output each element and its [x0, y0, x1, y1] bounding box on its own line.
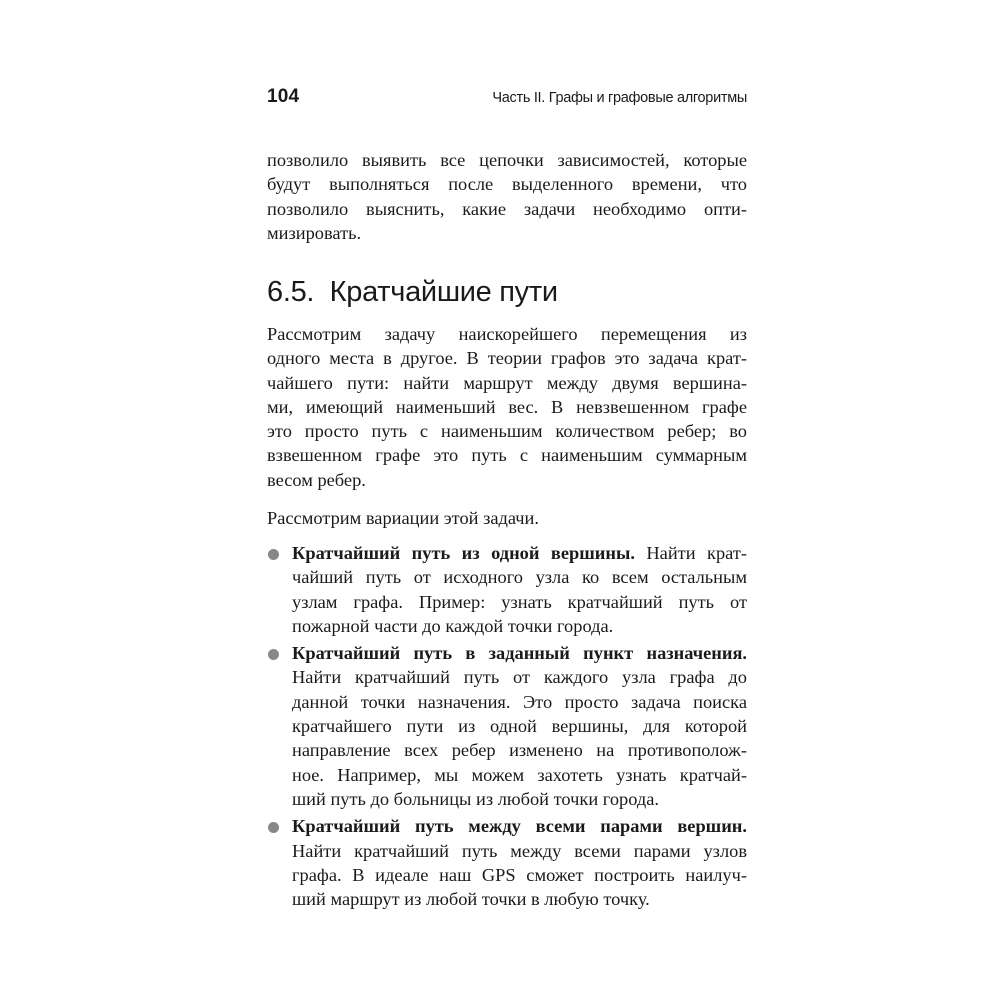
page-number: 104 — [267, 86, 300, 107]
page-header — [267, 86, 747, 114]
bullet-text: Найти крат- — [634, 543, 747, 563]
running-head: Часть II. Графы и графовые алгоритмы — [492, 90, 747, 106]
text-line: ное. Например, мы можем захотеть узнать кратчай- — [292, 764, 747, 785]
bullet-icon — [268, 549, 279, 560]
text-line: узлам графа. Пример: узнать кратчайший путь от — [292, 591, 747, 612]
text-line: чайшего пути: найти маршрут между двумя вершина- — [267, 372, 747, 393]
text-line: взвешенном графе это путь с наименьшим суммарным — [267, 445, 747, 466]
text-line: кратчайшего пути из одной вершины, для которой — [292, 716, 747, 737]
text-line: одного места в другое. В теории графов это задача крат- — [267, 348, 747, 369]
list-item — [267, 814, 747, 911]
text-line: позволило выяснить, какие задачи необходимо опти- — [267, 198, 747, 219]
variations-line — [267, 506, 747, 530]
intro-paragraph — [267, 322, 747, 492]
text-line: Рассмотрим задачу наискорейшего перемещения из — [267, 324, 747, 344]
text-line: пожарной части до каждой точки города. — [292, 615, 614, 636]
text-line: ший маршрут из любой точки в любую точку. — [292, 889, 650, 910]
text-line: будут выполняться после выделенного времени, что — [267, 174, 747, 195]
bullet-icon — [268, 649, 279, 660]
text-line: данной точки назначения. Это просто задача поиска — [292, 691, 747, 712]
bullet-icon — [268, 822, 279, 833]
text-line: Рассмотрим вариации этой задачи. — [267, 508, 539, 528]
text-line: Найти кратчайший путь от каждого узла графа до — [292, 667, 747, 688]
text-line: направление всех ребер изменено на противополож- — [292, 740, 747, 761]
text-line: это просто путь с наименьшим количеством ребер; во — [267, 421, 747, 442]
top-paragraph — [267, 148, 747, 245]
text-line: графа. В идеале наш GPS сможет построить наилуч- — [292, 864, 747, 885]
text-line: Найти кратчайший путь между всеми парами узлов — [292, 840, 747, 861]
text-line: ми, имеющий наименьший вес. В невзвешенном графе — [267, 396, 747, 417]
text-line — [292, 814, 747, 838]
list-item — [267, 541, 747, 638]
text-line: мизировать. — [267, 222, 362, 243]
text-line — [292, 641, 747, 665]
text-line: весом ребер. — [267, 469, 366, 490]
bullet-title: Кратчайший путь из одной вершины. — [292, 543, 635, 563]
text-line: чайший путь от исходного узла ко всем остальным — [292, 567, 747, 588]
text-line — [292, 541, 747, 565]
list-item — [267, 641, 747, 811]
bullet-list — [267, 541, 747, 914]
text-line: позволило выявить все цепочки зависимостей, которые — [267, 150, 747, 170]
section-title: 6.5. Кратчайшие пути — [267, 276, 558, 308]
bullet-title: Кратчайший путь между всеми парами вершин. — [292, 816, 747, 837]
bullet-title: Кратчайший путь в заданный пункт назначения. — [292, 643, 747, 664]
text-line: ший путь до больницы из любой точки города. — [292, 788, 660, 809]
